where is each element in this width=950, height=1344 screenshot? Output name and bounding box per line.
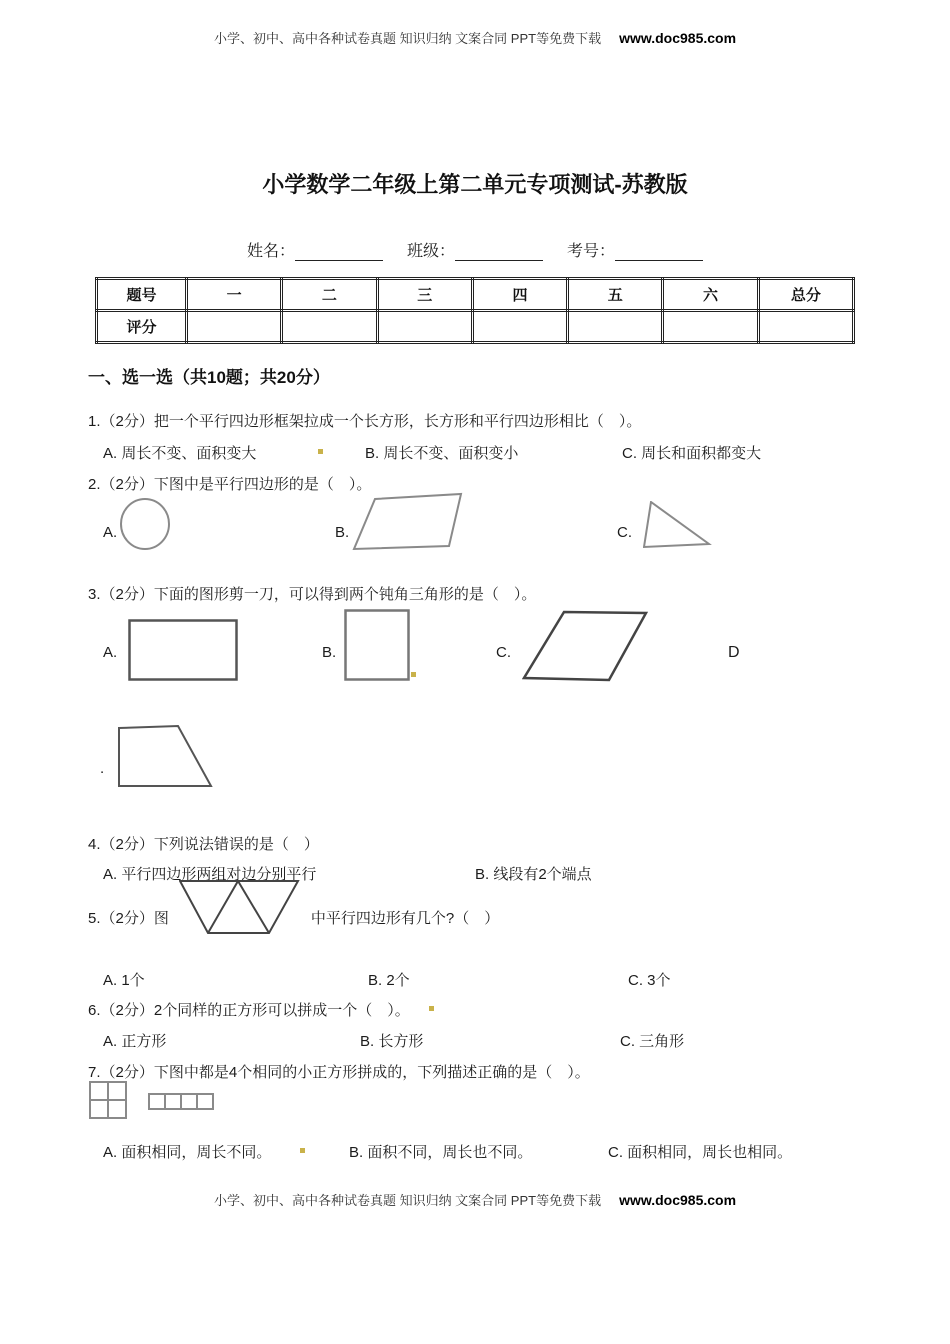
q7-option-c: C. 面积相同，周长也相同。	[608, 1144, 793, 1161]
q5-option-a: A. 1个	[103, 972, 145, 989]
q3-label-a: A.	[103, 644, 118, 661]
q2-label-c: C.	[617, 524, 632, 541]
score-table-score-row	[97, 311, 854, 343]
score-cell-6	[663, 311, 758, 343]
q6-option-a: A. 正方形	[103, 1033, 167, 1050]
q5-option-b: B. 2个	[368, 972, 410, 989]
score-cell-5	[568, 311, 663, 343]
slanted-parallelogram-shape	[522, 610, 652, 684]
answer-marker-dot	[300, 1148, 305, 1153]
q1-option-a: A. 周长不变、面积变大	[103, 445, 257, 462]
rectangle-shape	[128, 619, 238, 681]
q4-option-b: B. 线段有2个端点	[475, 866, 592, 883]
score-table-col-6: 六	[663, 279, 758, 311]
class-blank	[455, 244, 543, 261]
q2-label-a: A.	[103, 524, 118, 541]
score-cell-2	[282, 311, 377, 343]
score-cell-total	[758, 311, 853, 343]
question-2-text: 2.（2分）下图中是平行四边形的是（ ）。	[88, 476, 372, 493]
score-table-col-5: 五	[568, 279, 663, 311]
question-3-text: 3.（2分）下面的图形剪一刀，可以得到两个钝角三角形的是（ ）。	[88, 586, 537, 603]
score-cell-3	[377, 311, 472, 343]
q3-label-c: C.	[496, 644, 511, 661]
exam-no-label: 考号：	[567, 243, 616, 260]
grid-2x2-figure	[89, 1081, 127, 1119]
score-cell-4	[472, 311, 567, 343]
footer-tagline: 小学、初中、高中各种试卷真题 知识归纳 文案合同 PPT等免费下载	[213, 1193, 602, 1208]
answer-marker-dot	[318, 449, 323, 454]
score-cell-1	[187, 311, 282, 343]
header-site-url: www.doc985.com	[619, 30, 737, 46]
q7-option-a: A. 面积相同，周长不同。	[103, 1144, 272, 1161]
question-6-text: 6.（2分）2个同样的正方形可以拼成一个（ ）。	[88, 1002, 410, 1019]
q6-option-c: C. 三角形	[620, 1033, 685, 1050]
score-table-header-row	[97, 279, 854, 311]
q4-option-a: A. 平行四边形两组对边分别平行	[103, 866, 317, 883]
score-table-corner: 题号	[97, 279, 187, 311]
score-table-col-2: 二	[282, 279, 377, 311]
q3-label-b: B.	[322, 644, 337, 661]
question-5-line	[88, 880, 499, 937]
score-table-col-3: 三	[377, 279, 472, 311]
question-5-text-after: 中平行四边形有几个?（ ）	[310, 910, 500, 927]
name-label: 姓名：	[246, 243, 295, 260]
name-blank	[295, 244, 383, 261]
ellipse-shape	[119, 497, 171, 551]
answer-marker-dot	[429, 1006, 434, 1011]
q7-option-b: B. 面积不同，周长也不同。	[349, 1144, 533, 1161]
q5-option-c: C. 3个	[628, 972, 671, 989]
question-4-text: 4.（2分）下列说法错误的是（ ）	[88, 836, 319, 853]
site-header	[0, 28, 950, 47]
answer-marker-dot	[411, 672, 416, 677]
square-shape	[344, 609, 410, 681]
score-table-col-1: 一	[187, 279, 282, 311]
q1-option-c: C. 周长和面积都变大	[622, 445, 762, 462]
header-tagline: 小学、初中、高中各种试卷真题 知识归纳 文案合同 PPT等免费下载	[213, 31, 602, 46]
score-table-col-total: 总分	[758, 279, 853, 311]
right-trapezoid-shape	[115, 724, 215, 790]
parallelogram-shape	[352, 492, 464, 552]
student-info-line	[0, 238, 950, 261]
right-triangle-shape	[643, 501, 713, 551]
site-footer	[0, 1190, 950, 1209]
q3-d-period: .	[100, 760, 105, 777]
question-5-text-before: 5.（2分）图	[88, 910, 169, 927]
section-one-heading: 一、选一选（共10题；共20分）	[88, 368, 330, 387]
strip-1x4-figure	[148, 1093, 214, 1110]
q2-label-b: B.	[335, 524, 350, 541]
q1-option-b: B. 周长不变、面积变小	[365, 445, 519, 462]
class-label: 班级：	[406, 243, 455, 260]
q6-option-b: B. 长方形	[360, 1033, 424, 1050]
score-row-label: 评分	[97, 311, 187, 343]
score-table	[95, 277, 855, 344]
question-7-text: 7.（2分）下图中都是4个相同的小正方形拼成的，下列描述正确的是（ ）。	[88, 1064, 590, 1081]
footer-site-url: www.doc985.com	[619, 1192, 737, 1208]
score-table-col-4: 四	[472, 279, 567, 311]
page-title: 小学数学二年级上第二单元专项测试-苏教版	[262, 172, 688, 197]
exam-no-blank	[615, 244, 703, 261]
question-1-text: 1.（2分）把一个平行四边形框架拉成一个长方形，长方形和平行四边形相比（ ）。	[88, 413, 642, 430]
q3-label-d: D	[728, 644, 740, 661]
trapezoid-triangles-figure	[179, 880, 301, 937]
